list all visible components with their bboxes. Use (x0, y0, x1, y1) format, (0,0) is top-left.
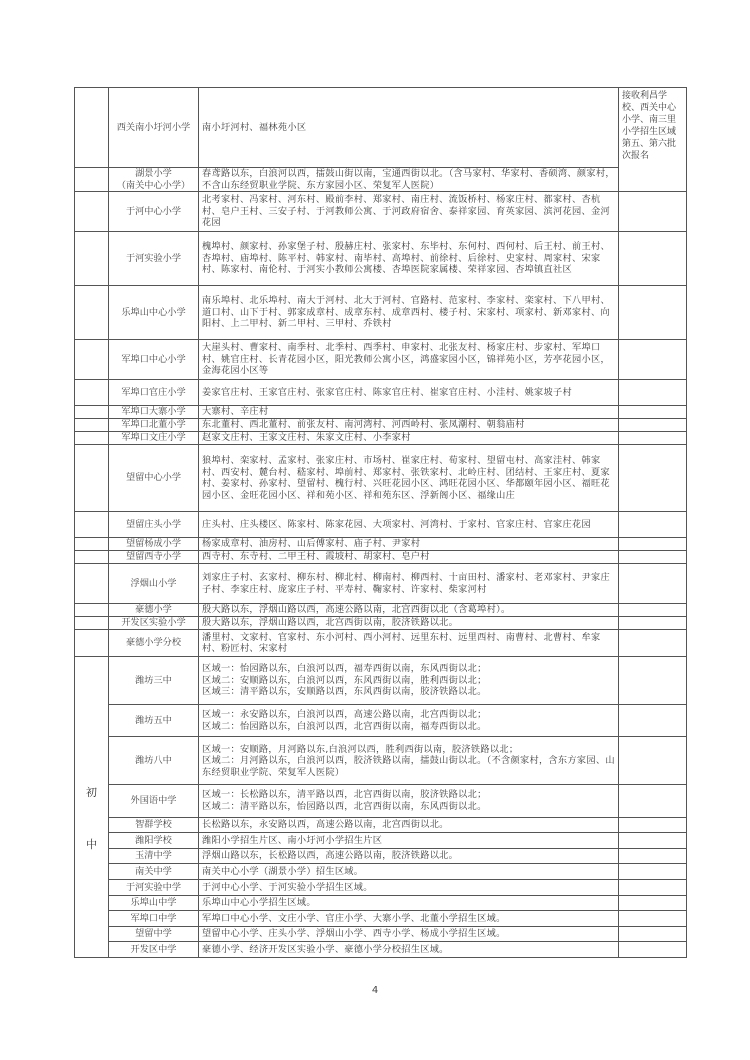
school-name-text: 军埠口文庄小学 (121, 432, 186, 444)
school-name-text: 于河中心小学 (125, 205, 182, 217)
school-name-text: 军埠口北董小学 (121, 419, 186, 431)
enrollment-area: 南关中心小学（湖景小学）招生区域。 (199, 864, 619, 880)
enrollment-area: 乐埠山中心小学招生区域。 (199, 895, 619, 911)
school-alias: （南关中心小学） (116, 179, 191, 191)
table-row (75, 879, 687, 895)
enrollment-area: 大崖头村、曹家村、南季村、北季村、西季村、申家村、北张友村、杨家庄村、步家村、军埠口村、姚官庄村、长青花园小区，阳光教师公寓小区，鸿盛家园小区，锦祥苑小区，芳亭花园小区，金海花园小区等 (199, 340, 619, 380)
school-name-text: 望留中心小学 (125, 472, 182, 484)
remarks-cell-empty (619, 911, 687, 927)
remarks-cell-empty (619, 817, 687, 833)
school-name: 潍坊五中 (109, 704, 199, 736)
remarks-cell-empty (619, 926, 687, 942)
enrollment-area: 春鸢路以东，白浪河以西，擂鼓山街以南，宝通西街以北。（含马家村、华家村、香硕湾、颜家村，不含山东经贸职业学院、东方家园小区、荣复军人医院） (199, 168, 619, 192)
school-name-text: 望留杨成小学 (125, 538, 182, 550)
remarks-cell-empty (619, 737, 687, 785)
school-name-text: 于河实验小学 (125, 252, 182, 264)
table-row (75, 340, 687, 380)
category-cell-empty (75, 406, 109, 419)
enrollment-area: 浮烟山路以东，长松路以西，高速公路以南，胶济铁路以北。 (199, 848, 619, 864)
table-row (75, 848, 687, 864)
enrollment-area: 庄头村、庄头楼区、陈家村、陈家花园、大项家村、河湾村、于家村、官家庄村、官家庄花园 (199, 512, 619, 538)
school-name (109, 340, 199, 380)
enrollment-area: 狼埠村、栾家村、孟家村、张家庄村、市场村、崔家庄村、荀家村、望留屯村、高家洼村、韩家村、西安村、麓台村、嵇家村、埠前村、郑家村、张铁家村、北岭庄村、团结村、王家庄村、夏家村、姜家村、孙家村、望留村、槐行村、兴旺花园小区、鸿旺花园小区、华都颐年园小区、福旺花园小区、金旺花园小区、祥和苑小区、祥和苑东区、浮新阁小区、福缘山庄 (199, 445, 619, 512)
school-name-text: 浮烟山小学 (130, 577, 177, 589)
table-row (75, 926, 687, 942)
school-name: 玉清中学 (109, 848, 199, 864)
table-row (75, 512, 687, 538)
school-name (109, 538, 199, 551)
table-row (75, 88, 687, 168)
school-name-text: 军埠口中心小学 (121, 353, 186, 365)
category-cell-empty (75, 445, 109, 512)
school-name: 潍阳学校 (109, 833, 199, 849)
enrollment-area: 潘里村、文家村、官家村、东小河村、西小河村、远里东村、远里西村、南曹村、北曹村、牟家村、粉匠村、宋家村 (199, 630, 619, 657)
remarks-cell-empty (619, 704, 687, 736)
table-row (75, 551, 687, 564)
school-name (109, 232, 199, 286)
remarks-cell-empty (619, 617, 687, 630)
school-name (109, 604, 199, 617)
enrollment-table-page (74, 87, 686, 958)
category-label-char: 初 (86, 786, 97, 799)
category-cell-empty (75, 419, 109, 432)
school-name-text: 豪德小学 (135, 604, 172, 616)
remarks-cell-empty (619, 445, 687, 512)
enrollment-area: 东北董村、西北董村、前张友村、南河湾村、河西岭村、张凤潮村、朝翁庙村 (199, 419, 619, 432)
table-row (75, 168, 687, 192)
category-cell-empty (75, 512, 109, 538)
enrollment-area: 南小圩河村、福林苑小区 (199, 88, 619, 168)
school-name-text: 望留西寺小学 (125, 551, 182, 563)
category-cell-empty (75, 286, 109, 340)
school-name (109, 406, 199, 419)
school-name (109, 286, 199, 340)
table-row (75, 895, 687, 911)
enrollment-area: 殷大路以东，浮烟山路以西，北宫西街以南，胶济铁路以北。 (199, 617, 619, 630)
remarks-cell-empty (619, 848, 687, 864)
remarks-cell-empty (619, 785, 687, 817)
remarks-cell-empty (619, 942, 687, 958)
category-cell-empty (75, 192, 109, 232)
school-name-text: 望留庄头小学 (125, 518, 182, 530)
table-row (75, 785, 687, 817)
school-name: 于河实验中学 (109, 879, 199, 895)
table-row (75, 942, 687, 958)
category-label-char: 中 (86, 837, 97, 851)
page-number: 4 (371, 985, 379, 996)
school-name (109, 192, 199, 232)
remarks-cell-empty (619, 657, 687, 705)
table-row (75, 286, 687, 340)
table-row (75, 538, 687, 551)
school-name-text: 开发区实验小学 (121, 617, 186, 629)
table-row (75, 445, 687, 512)
remarks-cell-empty (619, 419, 687, 432)
school-name (109, 419, 199, 432)
enrollment-area: 区域一：安顺路，月河路以东,白浪河以西，胜利西街以南，胶济铁路以北； 区域二：月河路以东，白浪河以西，胶济铁路以南，擂鼓山街以北。（不含颜家村，含东方家园、山东经贸职业学院、荣复军人医院） (199, 737, 619, 785)
category-cell-empty (75, 168, 109, 192)
school-name (109, 551, 199, 564)
school-name (109, 445, 199, 512)
remarks-cell-empty (619, 286, 687, 340)
school-name-text: 军埠口官庄小学 (121, 386, 186, 398)
school-name: 军埠口中学 (109, 911, 199, 927)
table-row (75, 564, 687, 604)
table-row (75, 630, 687, 657)
remarks-cell-empty (619, 538, 687, 551)
remarks-note: 接收利昌学校、西关中心小学、南三里小学招生区域第五、第六批次报名 (619, 88, 687, 192)
enrollment-area: 潍阳小学招生片区、南小圩河小学招生片区 (199, 833, 619, 849)
category-cell-empty (75, 340, 109, 380)
enrollment-area: 区域一：长松路以东，清平路以西，北宫西街以南，胶济铁路以北； 区域二：清平路以东，怡园路以西，北宫西街以南，东风西街以北。 (199, 785, 619, 817)
enrollment-area: 区域一：怡园路以东，白浪河以西，福寿西街以南，东风西街以北； 区域二：安顺路以东，白浪河以西，东风西街以南，胜利西街以北； 区域三：清平路以东，安顺路以西，东风西街以南，胶济铁路以北。 (199, 657, 619, 705)
remarks-cell-empty (619, 432, 687, 445)
category-cell-empty (75, 538, 109, 551)
table-row (75, 380, 687, 406)
enrollment-area: 望留中心小学、庄头小学、浮烟山小学、西寺小学、杨成小学招生区域。 (199, 926, 619, 942)
table-row (75, 419, 687, 432)
table-row (75, 704, 687, 736)
school-name: 望留中学 (109, 926, 199, 942)
remarks-cell-empty (619, 879, 687, 895)
category-cell-empty (75, 380, 109, 406)
category-cell-empty (75, 617, 109, 630)
school-name (109, 380, 199, 406)
remarks-cell-empty (619, 864, 687, 880)
enrollment-zone-table (74, 87, 687, 958)
school-name (109, 564, 199, 604)
category-cell-empty (75, 432, 109, 445)
table-row (75, 192, 687, 232)
table-row (75, 432, 687, 445)
enrollment-area: 刘家庄子村、玄家村、柳东村、柳北村、柳南村、柳西村、十亩田村、潘家村、老邓家村、尹家庄子村、李家庄村、庞家庄子村、平寿村、鞠家村、许家村、柴家河村 (199, 564, 619, 604)
school-name (109, 432, 199, 445)
enrollment-area: 姜家官庄村、王家官庄村、张家官庄村、陈家官庄村、崔家官庄村、小洼村、姚家坡子村 (199, 380, 619, 406)
table-row (75, 817, 687, 833)
category-cell-empty (75, 604, 109, 617)
enrollment-area: 西寺村、东寺村、二甲王村、霞坡村、胡家村、皂户村 (199, 551, 619, 564)
school-name: 开发区中学 (109, 942, 199, 958)
school-name-text: 乐埠山中心小学 (121, 306, 186, 318)
school-name (109, 630, 199, 657)
enrollment-area: 军埠口中心小学、文庄小学、官庄小学、大寨小学、北董小学招生区域。 (199, 911, 619, 927)
remarks-cell-empty (619, 833, 687, 849)
enrollment-area: 区域一：永安路以东，白浪河以西，高速公路以南，北宫西街以北； 区域二：怡园路以东，白浪河以西，北宫西街以南，福寿西街以北。 (199, 704, 619, 736)
remarks-cell-empty (619, 512, 687, 538)
school-name: 潍坊三中 (109, 657, 199, 705)
table-row (75, 232, 687, 286)
enrollment-area: 杨家成章村、油房村、山后傅家村、庙子村、尹家村 (199, 538, 619, 551)
remarks-cell-empty (619, 192, 687, 232)
enrollment-area: 豪德小学、经济开发区实验小学、豪德小学分校招生区域。 (199, 942, 619, 958)
enrollment-area: 南乐埠村、北乐埠村、南大于河村、北大于河村、官路村、范家村、李家村、栾家村、下八甲村、道口村、山下于村、郭家成章村、成章东村、成章西村、楼子村、宋家村、项家村、新邓家村、向阳村、上二甲村、新二甲村、三甲村、乔铁村 (199, 286, 619, 340)
enrollment-area: 赵家文庄村、王家文庄村、朱家文庄村、小李家村 (199, 432, 619, 445)
school-name (109, 617, 199, 630)
category-cell-empty (75, 551, 109, 564)
enrollment-area: 槐埠村、颜家村、孙家堡子村、殷赫庄村、张家村、东毕村、东何村、西何村、后王村、前王村、杏埠村、庙埠村、陈平村、韩家村、南毕村、高埠村、前徐村、后徐村、史家村、周家村、宋家村、陈家村、南伦村、于河实小教师公寓楼、杏埠医院家属楼、荣祥家园、杏埠镇直社区 (199, 232, 619, 286)
school-name-text: 豪德小学分校 (125, 637, 182, 649)
remarks-cell-empty (619, 895, 687, 911)
table-row (75, 406, 687, 419)
table-row (75, 657, 687, 705)
enrollment-area: 大寨村、辛庄村 (199, 406, 619, 419)
remarks-cell-empty (619, 406, 687, 419)
school-name: 外国语中学 (109, 785, 199, 817)
category-cell-junior-high (75, 657, 109, 958)
school-name: 南关中学 (109, 864, 199, 880)
category-cell-empty (75, 88, 109, 168)
school-name: 潍坊八中 (109, 737, 199, 785)
category-cell-empty (75, 564, 109, 604)
remarks-cell-empty (619, 604, 687, 617)
enrollment-area: 北考家村、冯家村、河东村、殿前李村、郑家村、南庄村、流饭桥村、杨家庄村、都家村、杏杭村、皂户王村、三安子村、于河教师公寓、于河政府宿舍、泰祥家园、育英家园、滨河花园、金河花园 (199, 192, 619, 232)
remarks-cell-empty (619, 551, 687, 564)
remarks-cell-empty (619, 564, 687, 604)
remarks-cell-empty (619, 340, 687, 380)
category-cell-empty (75, 630, 109, 657)
table-row (75, 833, 687, 849)
table-row (75, 911, 687, 927)
enrollment-area: 殷大路以东，浮烟山路以西，高速公路以南，北宫西街以北（含葛埠村）。 (199, 604, 619, 617)
table-row (75, 604, 687, 617)
school-name (109, 168, 199, 192)
school-name: 智群学校 (109, 817, 199, 833)
category-cell-empty (75, 232, 109, 286)
school-name-text: 军埠口大寨小学 (121, 406, 186, 418)
school-name: 乐埠山中学 (109, 895, 199, 911)
enrollment-area: 于河中心小学、于河实验小学招生区域。 (199, 879, 619, 895)
table-row (75, 864, 687, 880)
remarks-cell-empty (619, 232, 687, 286)
table-row (75, 617, 687, 630)
table-row (75, 737, 687, 785)
school-name (109, 512, 199, 538)
remarks-cell-empty (619, 630, 687, 657)
remarks-cell-empty (619, 380, 687, 406)
school-name: 西关南小圩河小学 (109, 88, 199, 168)
school-name-text: 湖景小学 (135, 168, 172, 179)
enrollment-area: 长松路以东，永安路以西，高速公路以南，北宫西街以北。 (199, 817, 619, 833)
